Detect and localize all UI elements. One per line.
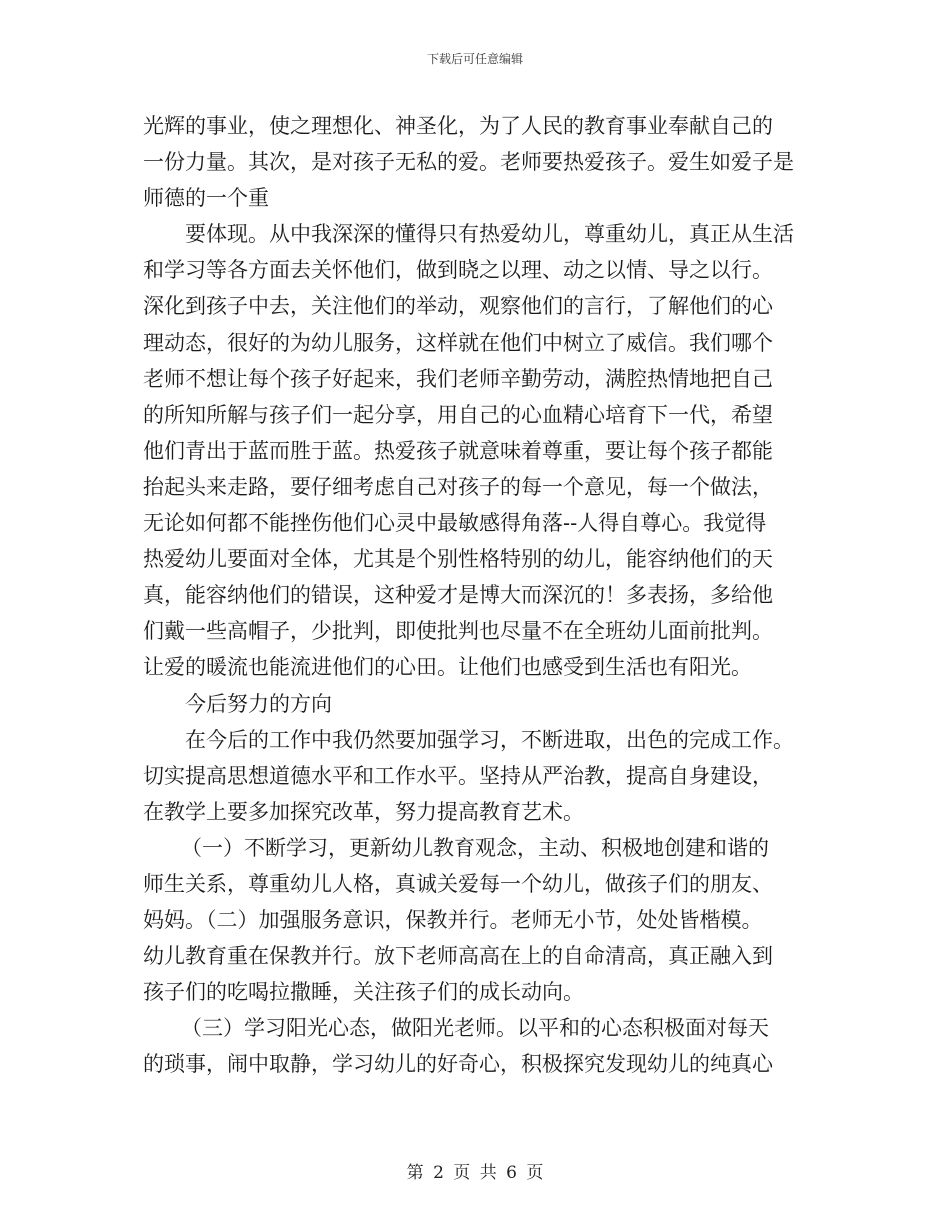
text-line: 妈妈。（二）加强服务意识，保教并行。老师无小节，处处皆楷模。 xyxy=(143,908,763,933)
text-line: 一份力量。其次，是对孩子无私的爱。老师要热爱孩子。爱生如爱子是 xyxy=(143,150,794,175)
text-line: 深化到孩子中去，关注他们的举动，观察他们的言行，了解他们的心 xyxy=(143,294,773,319)
text-line: 要体现。从中我深深的懂得只有热爱幼儿，尊重幼儿，真正从生活 xyxy=(185,222,794,247)
text-line: 的所知所解与孩子们一起分享，用自己的心血精心培育下一代，希望 xyxy=(143,402,773,427)
text-line: 老师不想让每个孩子好起来，我们老师辛勤劳动，满腔热情地把自己 xyxy=(143,366,773,391)
text-line: 光辉的事业，使之理想化、神圣化，为了人民的教育事业奉献自己的 xyxy=(143,114,773,138)
text-line: 和学习等各方面去关怀他们，做到晓之以理、动之以情、导之以行。 xyxy=(143,258,773,283)
text-line: 他们青出于蓝而胜于蓝。热爱孩子就意味着尊重，要让每个孩子都能 xyxy=(143,438,773,463)
text-line: 真，能容纳他们的错误，这种爱才是博大而深沉的！多表扬，多给他 xyxy=(143,583,773,608)
text-line: 理动态，很好的为幼儿服务，这样就在他们中树立了威信。我们哪个 xyxy=(143,330,773,355)
text-line: 切实提高思想道德水平和工作水平。坚持从严治教，提高自身建设， xyxy=(143,763,773,788)
text-line: 无论如何都不能挫伤他们心灵中最敏感得角落--人得自尊心。我觉得 xyxy=(143,511,767,536)
text-line: 抬起头来走路，要仔细考虑自己对孩子的每一个意见，每一个做法， xyxy=(143,474,773,499)
text-line: 在今后的工作中我仍然要加强学习，不断进取，出色的完成工作。 xyxy=(185,727,794,752)
page-footer: 第 2 页 共 6 页 xyxy=(406,1163,544,1183)
text-line: 幼儿教育重在保教并行。放下老师高高在上的自命清高，真正融入到 xyxy=(143,944,773,969)
text-line: 让爱的暖流也能流进他们的心田。让他们也感受到生活也有阳光。 xyxy=(143,655,752,680)
page-header: 下载后可任意编辑 xyxy=(426,52,523,66)
text-line: 的琐事，闹中取静，学习幼儿的好奇心，积极探究发现幼儿的纯真心 xyxy=(143,1052,773,1077)
text-line: 在教学上要多加探究改革，努力提高教育艺术。 xyxy=(143,799,584,824)
text-line: 们戴一些高帽子，少批判，即使批判也尽量不在全班幼儿面前批判。 xyxy=(143,619,773,644)
text-line: （一）不断学习，更新幼儿教育观念，主动、积极地创建和谐的 xyxy=(181,835,769,860)
text-line: 孩子们的吃喝拉撒睡，关注孩子们的成长动向。 xyxy=(143,980,584,1005)
text-line: 今后努力的方向 xyxy=(185,691,332,716)
text-line: 师德的一个重 xyxy=(143,186,269,211)
text-line: 师生关系，尊重幼儿人格，真诚关爱每一个幼儿，做孩子们的朋友、 xyxy=(143,871,773,896)
text-line: （三）学习阳光心态，做阳光老师。以平和的心态积极面对每天 xyxy=(181,1016,769,1041)
text-line: 热爱幼儿要面对全体，尤其是个别性格特别的幼儿，能容纳他们的天 xyxy=(143,547,773,572)
body-text xyxy=(143,108,813,1083)
